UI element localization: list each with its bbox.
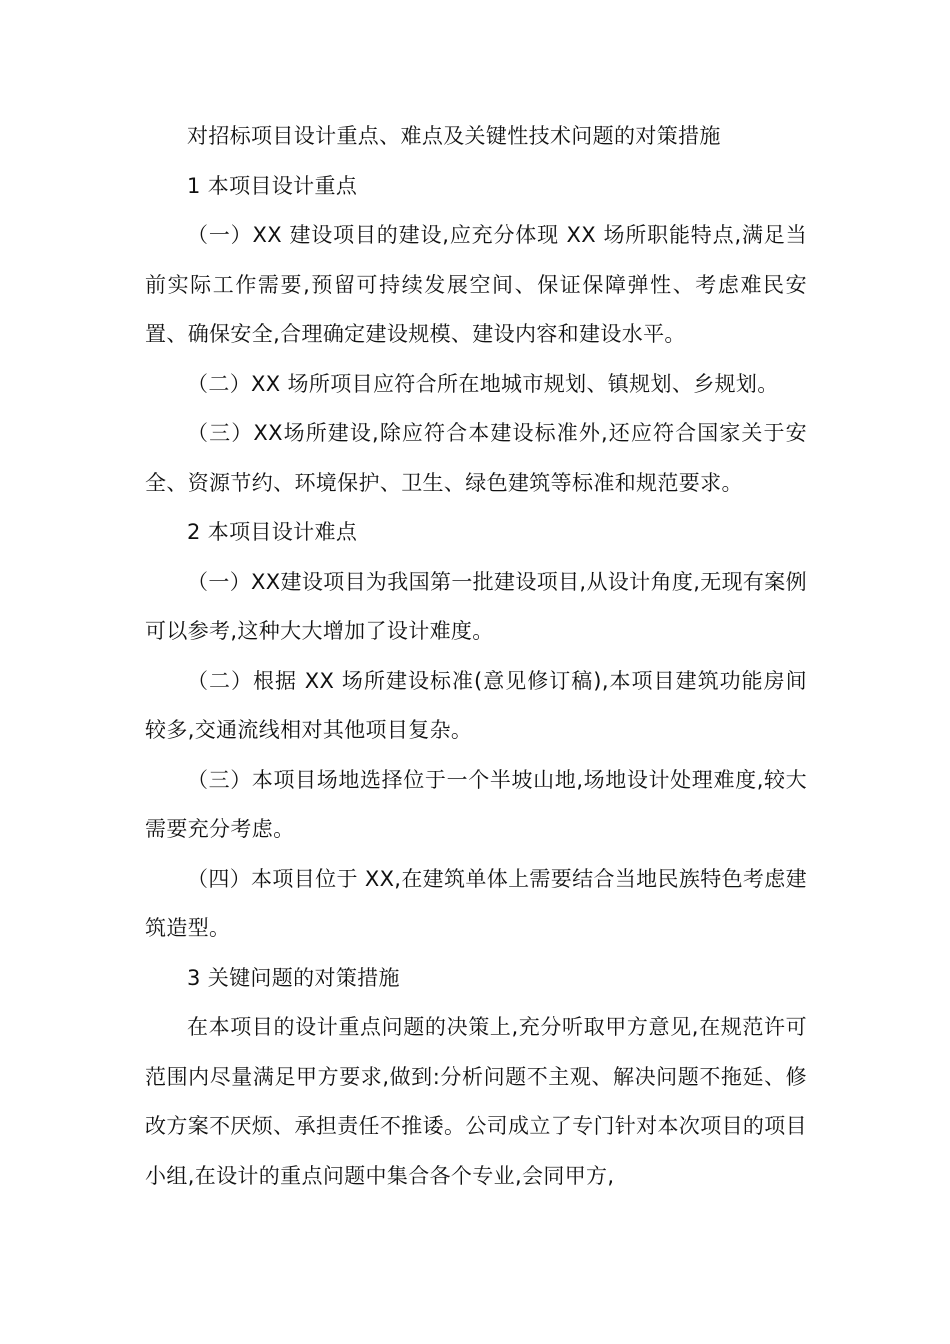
- section-heading-design-focus: 1 本项目设计重点: [187, 173, 358, 198]
- paragraph: （二）XX 场所项目应符合所在地城市规划、镇规划、乡规划。: [187, 371, 779, 396]
- paragraph: （三）本项目场地选择位于一个半坡山地,场地设计处理难度,较大需要充分考虑。: [145, 767, 807, 841]
- document-body: [145, 112, 807, 1201]
- paragraph: （四）本项目位于 XX,在建筑单体上需要结合当地民族特色考虑建筑造型。: [145, 866, 807, 940]
- section-heading-key-measures: 3 关键问题的对策措施: [187, 965, 400, 990]
- paragraph: （二）根据 XX 场所建设标准(意见修订稿),本项目建筑功能房间较多,交通流线相对其他项目复杂。: [145, 668, 807, 742]
- paragraph: （一）XX 建设项目的建设,应充分体现 XX 场所职能特点,满足当前实际工作需要,预留可持续发展空间、保证保障弹性、考虑难民安置、确保安全,合理确定建设规模、建设内容和建设水平。: [145, 223, 807, 346]
- paragraph: （三）XX场所建设,除应符合本建设标准外,还应符合国家关于安全、资源节约、环境保护、卫生、绿色建筑等标准和规范要求。: [145, 421, 807, 495]
- document-title: 对招标项目设计重点、难点及关键性技术问题的对策措施: [187, 124, 721, 148]
- paragraph: 在本项目的设计重点问题的决策上,充分听取甲方意见,在规范许可范围内尽量满足甲方要求,做到:分析问题不主观、解决问题不拖延、修改方案不厌烦、承担责任不推诿。公司成立了专门针对本次项目的项目小组,在设计的重点问题中集合各个专业,会同甲方,: [145, 1015, 807, 1188]
- section-heading-design-difficulties: 2 本项目设计难点: [187, 520, 358, 544]
- paragraph: （一）XX建设项目为我国第一批建设项目,从设计角度,无现有案例可以参考,这种大大增加了设计难度。: [145, 569, 807, 643]
